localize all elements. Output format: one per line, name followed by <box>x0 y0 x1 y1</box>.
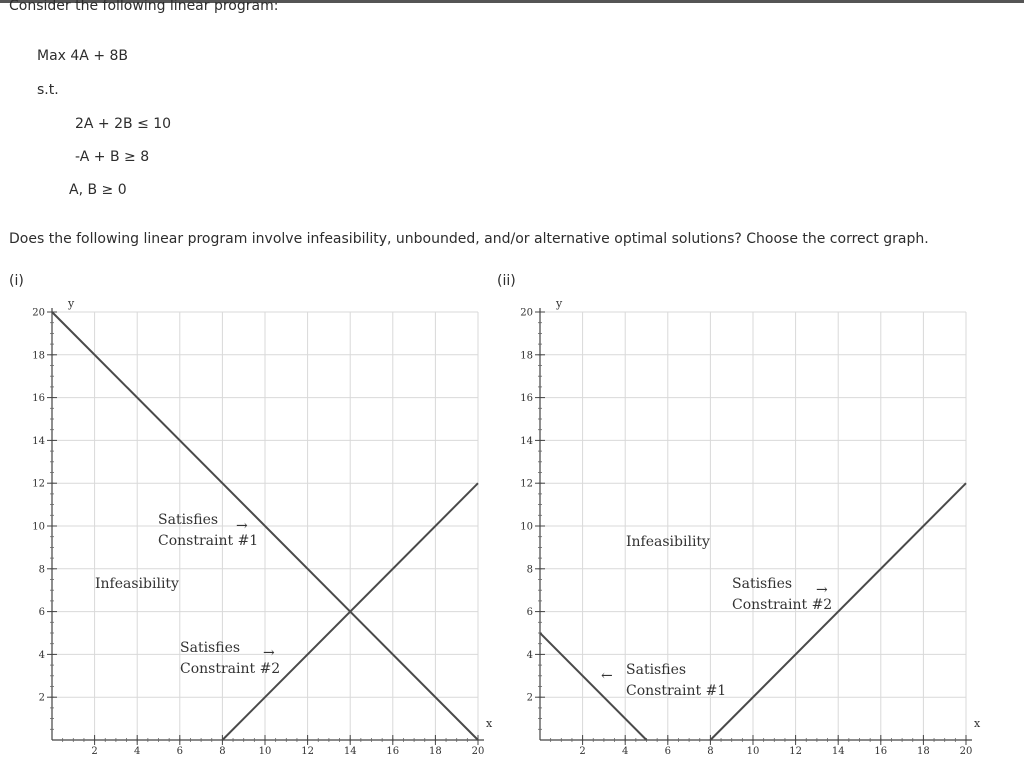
objective-text: Max 4A + 8B <box>37 48 129 64</box>
x-tick-label: 16 <box>386 746 400 757</box>
y-tick-label: 16 <box>520 393 533 405</box>
x-tick-label: 18 <box>429 746 442 757</box>
y-tick-label: 8 <box>38 564 45 576</box>
x-tick-label: 4 <box>622 746 629 757</box>
x-tick-label: 20 <box>959 746 973 757</box>
annotation-constraint-2-line2: Constraint #2 <box>180 661 281 677</box>
annotation-constraint-2-line2: Constraint #2 <box>732 597 833 613</box>
annotation-constraint-2-line1: Satisfies <box>180 640 241 656</box>
y-tick-label: 10 <box>32 521 45 533</box>
x-tick-label: 16 <box>874 746 888 757</box>
x-axis-label: x <box>486 717 493 730</box>
y-axis-label: y <box>556 297 563 310</box>
y-tick-label: 2 <box>526 692 533 704</box>
annotation-constraint-1-line2: Constraint #1 <box>158 533 259 549</box>
annotation-constraint-1-line2: Constraint #1 <box>626 683 727 699</box>
x-tick-label: 20 <box>471 746 485 757</box>
x-tick-label: 8 <box>707 746 714 757</box>
annotation-constraint-1-line1: Satisfies <box>626 662 687 678</box>
annotation-constraint-2-line1: Satisfies <box>732 576 793 592</box>
graph-ii-label[interactable]: (ii) <box>497 273 516 289</box>
annotation-arrow-1: ← <box>601 668 613 684</box>
y-tick-label: 6 <box>38 607 45 619</box>
x-tick-label: 4 <box>134 746 141 757</box>
x-tick-label: 18 <box>917 746 930 757</box>
y-tick-label: 16 <box>32 393 45 405</box>
x-axis-label: x <box>974 717 981 730</box>
y-tick-label: 20 <box>32 307 45 319</box>
x-tick-label: 10 <box>746 746 760 757</box>
y-tick-label: 12 <box>32 478 45 490</box>
x-tick-label: 2 <box>91 746 98 757</box>
annotation-infeasibility: Infeasibility <box>95 576 179 592</box>
annotation-constraint-1-line1: Satisfies <box>158 512 219 528</box>
y-tick-label: 4 <box>38 649 45 661</box>
x-tick-label: 8 <box>219 746 226 757</box>
y-tick-label: 18 <box>32 350 45 362</box>
y-tick-label: 2 <box>38 692 45 704</box>
y-tick-label: 14 <box>32 435 45 447</box>
y-tick-label: 4 <box>526 649 533 661</box>
x-tick-label: 14 <box>343 746 357 757</box>
graph-ii[interactable] <box>520 297 981 757</box>
y-tick-label: 18 <box>520 350 533 362</box>
question-text: Does the following linear program involve infeasibility, unbounded, and/or alternative optimal solutions? Choose the correct graph. <box>9 231 929 247</box>
y-tick-label: 12 <box>520 478 533 490</box>
y-tick-label: 8 <box>526 564 533 576</box>
annotation-arrow-2: → <box>816 582 828 598</box>
y-tick-label: 20 <box>520 307 533 319</box>
x-tick-label: 6 <box>176 746 183 757</box>
nonnegativity: A, B ≥ 0 <box>69 182 127 198</box>
constraint-1: 2A + 2B ≤ 10 <box>75 116 172 132</box>
graph-i[interactable] <box>32 297 493 757</box>
subject-to: s.t. <box>37 82 59 98</box>
y-tick-label: 14 <box>520 435 533 447</box>
annotation-arrow-2: → <box>263 645 275 661</box>
x-tick-label: 14 <box>831 746 845 757</box>
x-tick-label: 12 <box>301 746 314 757</box>
y-tick-label: 10 <box>520 521 533 533</box>
x-tick-label: 2 <box>579 746 586 757</box>
x-tick-label: 12 <box>789 746 802 757</box>
x-tick-label: 10 <box>258 746 272 757</box>
x-tick-label: 6 <box>664 746 671 757</box>
intro-text: Consider the following linear program: <box>9 0 279 14</box>
graph-i-label[interactable]: (i) <box>9 273 24 289</box>
y-tick-label: 6 <box>526 607 533 619</box>
y-axis-label: y <box>68 297 75 310</box>
annotation-arrow-1: → <box>236 518 248 534</box>
constraint-2: -A + B ≥ 8 <box>75 149 150 165</box>
annotation-infeasibility: Infeasibility <box>626 534 710 550</box>
